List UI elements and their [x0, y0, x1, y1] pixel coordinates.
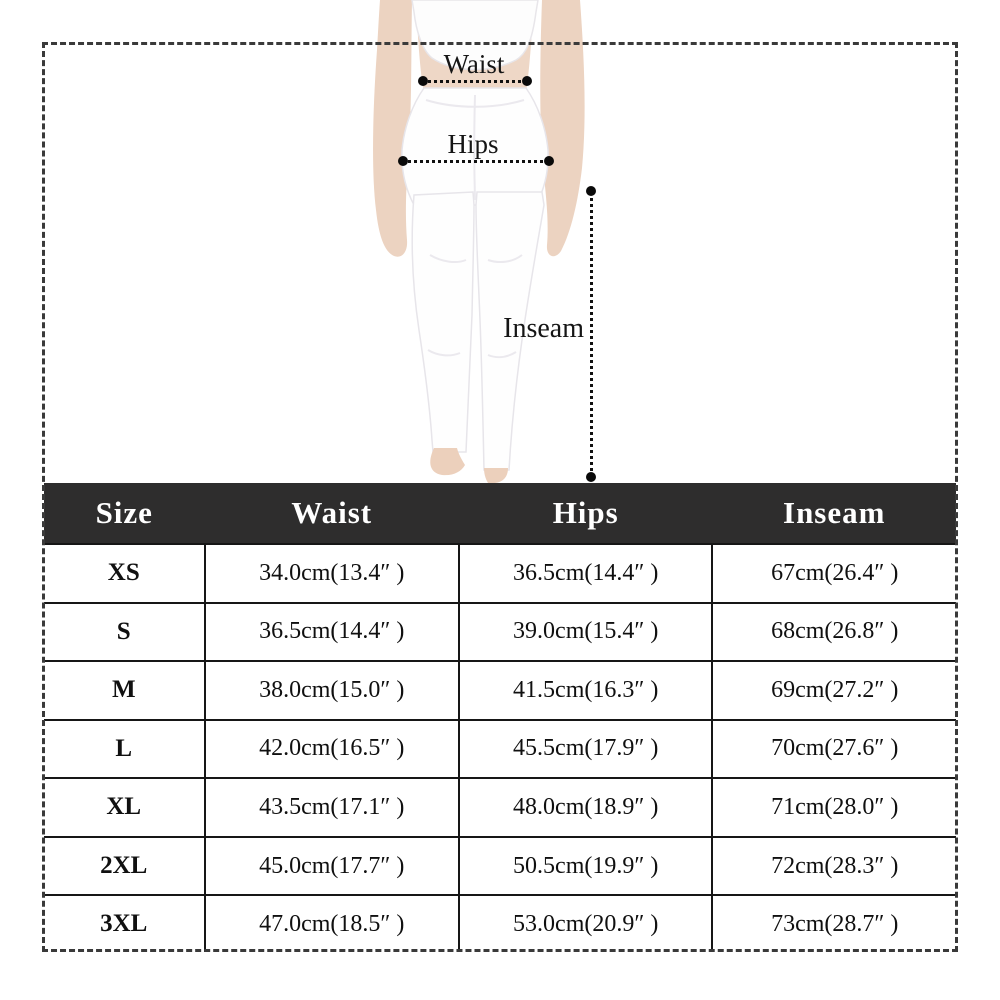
- endpoint-dot: [418, 76, 428, 86]
- endpoint-dot: [586, 186, 596, 196]
- measurement-cell: 47.0cm(18.5″ ): [205, 895, 459, 952]
- model-right-foot: [484, 468, 508, 483]
- table-row: [44, 895, 956, 952]
- measurement-cell: 67cm(26.4″ ): [712, 544, 956, 603]
- measurement-cell: 39.0cm(15.4″ ): [459, 603, 713, 662]
- measurement-cell: 69cm(27.2″ ): [712, 661, 956, 720]
- column-header-inseam: Inseam: [712, 483, 956, 544]
- size-chart-table: [44, 483, 956, 952]
- column-header-waist: Waist: [205, 483, 459, 544]
- table-row: [44, 603, 956, 662]
- table-row: [44, 544, 956, 603]
- endpoint-dot: [586, 472, 596, 482]
- measurement-cell: 48.0cm(18.9″ ): [459, 778, 713, 837]
- table-row: [44, 661, 956, 720]
- waist-measure-line: [423, 80, 527, 83]
- measurement-cell: 38.0cm(15.0″ ): [205, 661, 459, 720]
- measurement-cell: 41.5cm(16.3″ ): [459, 661, 713, 720]
- size-cell: XS: [44, 544, 205, 603]
- size-cell: XL: [44, 778, 205, 837]
- hips-measure-line: [403, 160, 549, 163]
- size-cell: S: [44, 603, 205, 662]
- header-row: [44, 483, 956, 544]
- waist-measure-label: Waist: [443, 49, 505, 79]
- measurement-cell: 70cm(27.6″ ): [712, 720, 956, 779]
- endpoint-dot: [522, 76, 532, 86]
- measurement-cell: 72cm(28.3″ ): [712, 837, 956, 896]
- size-cell: 3XL: [44, 895, 205, 952]
- measurement-cell: 45.0cm(17.7″ ): [205, 837, 459, 896]
- measurement-cell: 53.0cm(20.9″ ): [459, 895, 713, 952]
- measurement-cell: 36.5cm(14.4″ ): [459, 544, 713, 603]
- measurement-cell: 43.5cm(17.1″ ): [205, 778, 459, 837]
- column-header-size: Size: [44, 483, 205, 544]
- measurement-cell: 42.0cm(16.5″ ): [205, 720, 459, 779]
- measurement-cell: 50.5cm(19.9″ ): [459, 837, 713, 896]
- column-header-hips: Hips: [459, 483, 713, 544]
- table-row: [44, 837, 956, 896]
- size-cell: 2XL: [44, 837, 205, 896]
- hips-measure-label: Hips: [447, 129, 499, 159]
- model-right-arm: [540, 0, 584, 256]
- measurement-cell: 45.5cm(17.9″ ): [459, 720, 713, 779]
- measurement-cell: 71cm(28.0″ ): [712, 778, 956, 837]
- inseam-measure-line: [590, 191, 593, 477]
- measurement-cell: 68cm(26.8″ ): [712, 603, 956, 662]
- inseam-measure-label: Inseam: [503, 313, 584, 344]
- table-row: [44, 778, 956, 837]
- size-cell: M: [44, 661, 205, 720]
- size-chart-body: [44, 544, 956, 952]
- size-cell: L: [44, 720, 205, 779]
- measurement-cell: 36.5cm(14.4″ ): [205, 603, 459, 662]
- endpoint-dot: [544, 156, 554, 166]
- endpoint-dot: [398, 156, 408, 166]
- measurement-cell: 73cm(28.7″ ): [712, 895, 956, 952]
- table-row: [44, 720, 956, 779]
- measurement-cell: 34.0cm(13.4″ ): [205, 544, 459, 603]
